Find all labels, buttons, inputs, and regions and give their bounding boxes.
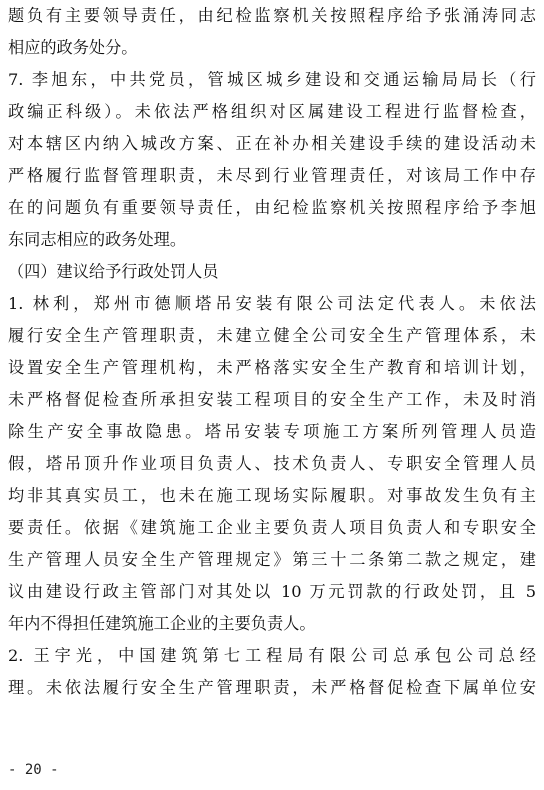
text-line: 7. 李旭东，中共党员，管城区城乡建设和交通运输局局长（行 (8, 70, 536, 89)
text-line: 政编正科级）。未依法严格组织对区属建设工程进行监督检查， (8, 102, 536, 121)
text-line: 均非其真实员工，也未在施工现场实际履职。对事故发生负有主 (8, 486, 536, 505)
text-line: 设置安全生产管理机构，未严格落实安全生产教育和培训计划， (8, 358, 536, 377)
text-line: 相应的政务处分。 (8, 38, 138, 57)
text-line: 履行安全生产管理职责，未建立健全公司安全生产管理体系，未 (8, 326, 536, 345)
page-number: - 20 - (8, 762, 59, 778)
text-line: 生产管理人员安全生产管理规定》第三十二条第二款之规定，建 (8, 550, 536, 569)
text-line: 对本辖区内纳入城改方案、正在补办相关建设手续的建设活动未 (8, 134, 536, 153)
text-line: 议由建设行政主管部门对其处以 10 万元罚款的行政处罚，且 5 (8, 582, 536, 601)
text-line: 严格履行监督管理职责，未尽到行业管理责任，对该局工作中存 (8, 166, 536, 185)
text-line: 未严格督促检查所承担安装工程项目的安全生产工作，未及时消 (8, 390, 536, 409)
text-line: 年内不得担任建筑施工企业的主要负责人。 (8, 614, 316, 633)
text-line: 理。未依法履行安全生产管理职责，未严格督促检查下属单位安 (8, 678, 536, 697)
document-body (8, 0, 536, 704)
text-line: 除生产安全事故隐患。塔吊安装专项施工方案所列管理人员造 (8, 422, 536, 441)
text-line: 题负有主要领导责任，由纪检监察机关按照程序给予张涌涛同志 (8, 6, 536, 25)
text-line: 在的问题负有重要领导责任，由纪检监察机关按照程序给予李旭 (8, 198, 536, 217)
text-line: 假，塔吊顶升作业项目负责人、技术负责人、专职安全管理人员 (8, 454, 536, 473)
text-line: 2. 王宇光，中国建筑第七工程局有限公司总承包公司总经 (8, 646, 536, 665)
section-heading: （四）建议给予行政处罚人员 (8, 262, 219, 281)
text-line: 要责任。依据《建筑施工企业主要负责人项目负责人和专职安全 (8, 518, 536, 537)
text-line: 1. 林利，郑州市德顺塔吊安装有限公司法定代表人。未依法 (8, 294, 536, 313)
text-line: 东同志相应的政务处理。 (8, 230, 187, 249)
